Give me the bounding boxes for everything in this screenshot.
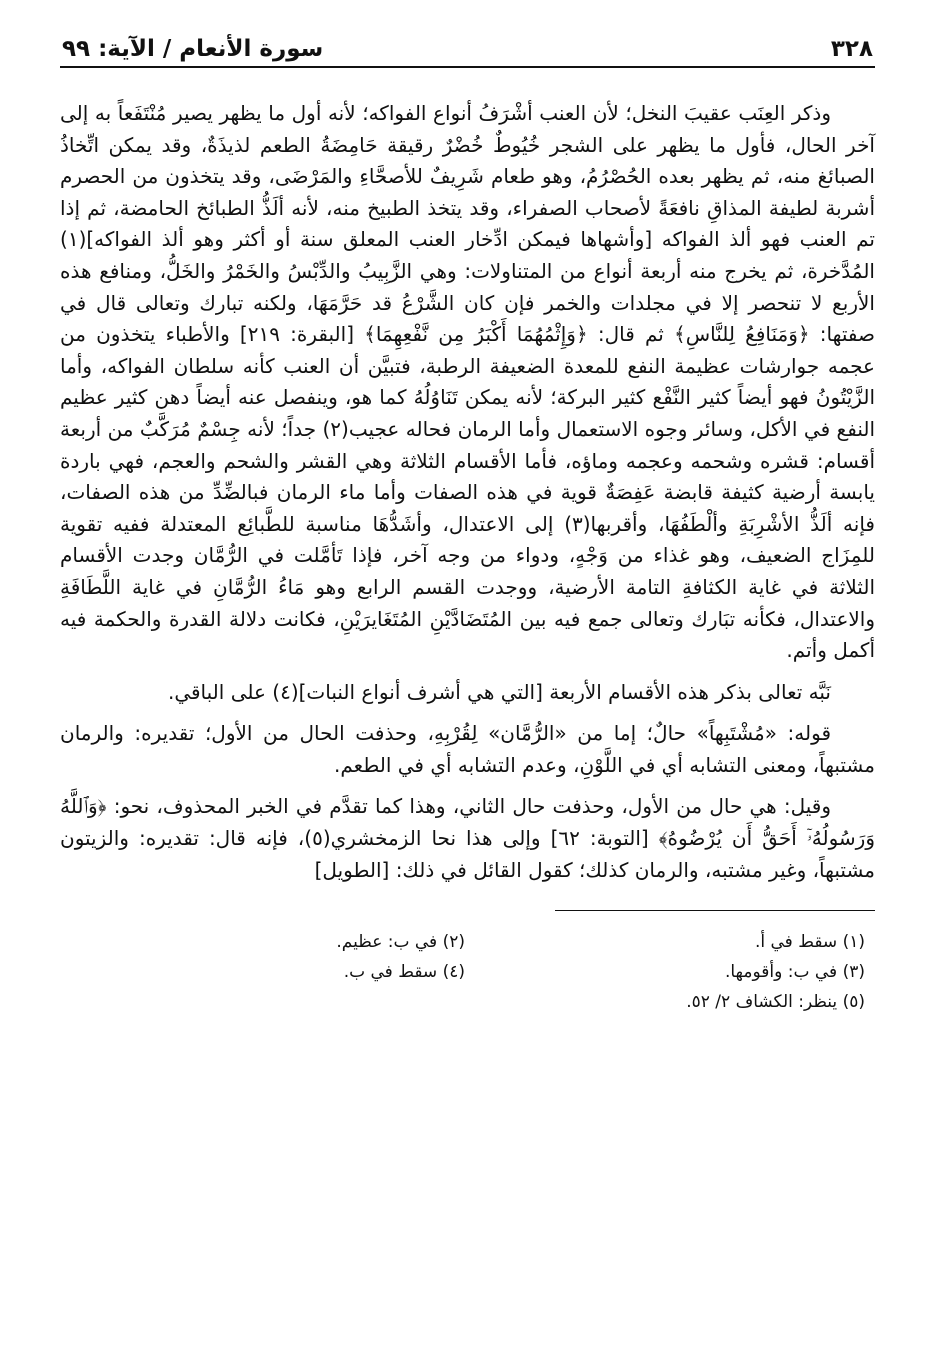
paragraph: قوله: «مُشْتَبِهاً» حالٌ؛ إما من «الرُّمَّان» لِقُرْبِهِ، وحذفت الحال من الأول؛ تقديره: والرمان مشتبهاً، ومعنى التشابه أي في اللَّوْنِ، وعدم التشابه أي في الطعم. [60,721,875,777]
footnote-row [60,927,865,957]
footnote: (١) سقط في أ. [754,932,865,953]
book-page [60,28,875,1328]
footnotes [60,927,875,1017]
footnote-row [60,957,865,987]
footnote: (٢) في ب: عظيم. [336,932,465,953]
footnote: (٤) سقط في ب. [343,962,465,983]
header-divider [60,66,875,68]
main-text [60,98,875,886]
running-title: سورة الأنعام / الآية: ٩٩ [62,36,324,62]
footnote-row [60,987,865,1017]
footnote: (٥) ينظر: الكشاف ٢/ ٥٢. [686,992,865,1013]
page-number: ٣٢٨ [830,36,873,62]
page-header [60,28,875,62]
footnote: (٣) في ب: وأقومها. [724,962,865,983]
footnote-divider [555,910,875,911]
paragraph: وقيل: هي حال من الأول، وحذفت حال الثاني، وهذا كما تقدَّم في الخبر المحذوف، نحو: ﴿وَٱللَّهُ وَرَسُولُهُۥٓ أَحَقُّ أَن يُرْضُوهُ﴾ [التوبة: ٦٢] وإلى هذا نحا الزمخشري(٥)، فإنه قال: تقديره: والزيتون مشتبهاً، وغير مشتبه، والرمان كذلك؛ كقول القائل في ذلك: [الطويل] [60,794,875,882]
paragraph: وذكر العِنَب عقيبَ النخل؛ لأن العنب أشْرَفُ أنواع الفواكه؛ لأنه أول ما يظهر يصير مُنْتَفَعاً به إلى آخر الحال، فأول ما يظهر على الشجر خُيُوطٌ خُضْرٌ رقيقة حَامِضَةُ الطعم لذيذَةٌ، وقد يمكن اتِّخاذُ الصبائغ منه، ثم يظهر بعده الحُصْرُمُ، وهو طعام شَرِيفٌ للأصحَّاءِ والمَرْضَى، وقد يتخذون من الحصرم أشربة لطيفة المذاقِ نافعَةً لأصحاب الصفراء، وقد يتخذ الطبيخ منه، لأنه ألَذُّ الطبائخ الحامضة، ثم إذا تم العنب فهو ألذ الفواكه [وأشهاها فيمكن ادِّخار العنب المعلق سنة أو أكثر وهو ألذ الفواكه](١) المُدَّخرة، ثم يخرج منه أربعة أنواع من المتناولات: وهي الزَّبِيبُ والدِّبْسُ والخَمْرُ والخَلُّ، ومنافع هذه الأربع لا تنحصر إلا في مجلدات والخمر فإن كان الشَّرْعُ قد حَرَّمَهَا، ولكنه تبارك وتعالى قال في صفتها: ﴿وَمَنَافِعُ لِلنَّاسِ﴾ ثم قال: ﴿وَإِثْمُهُمَا أَكْبَرُ مِن نَّفْعِهِمَا﴾ [البقرة: ٢١٩] والأطباء يتخذون من عجمه جوارشات عظيمة النفع للمعدة الضعيفة الرطبة، فتبيَّن أن العنب كأنه سلطان الفواكه، وأما الزَّيْتُونُ فهو أيضاً كثير النَّفْع كثير البركة؛ لأنه يمكن تَنَاوُلُهُ كما هو، وينفصل عنه أيضاً دهن كثير عظيم النفع في الأكل، وسائر وجوه الاستعمال وأما الرمان فحاله عجيب(٢) جداً؛ لأنه جِسْمٌ مُرَكَّبٌ من أربعة أقسام: قشره وشحمه وعجمه وماؤه، فأما الأقسام الثلاثة وهي القشر والشحم والعجم، فهي باردة يابسة أرضية كثيفة قابضة عَفِصَةٌ قوية في هذه الصفات وأما ماء الرمان فبالضِّدِّ من هذه الصفات، فإنه ألَذُّ الأشْرِبَةِ وألْطَفُهَا، وأقربها(٣) إلى الاعتدال، وأشَدُّهَا مناسبة للطَّبائِع المعتدلة ففيه تقوية للمِزَاج الضعيف، وهو غذاء من وَجْهٍ، ودواء من وجه آخر، فإذا تَأمَّلت في الرُّمَّان وجدت الأقسام الثلاثة في غاية الكثافةِ التامة الأرضية، ووجدت القسم الرابع وهو مَاءُ الرُّمَّانِ في غاية اللَّطَافَةِ والاعتدال، فكأنه تبَارك وتعالى جمع فيه بين المُتَضَادَّيْنِ المُتَغَايرَيْنِ، فكانت دلالة القدرة والحكمة فيه أكمل وأتم. [60,101,875,663]
paragraph: نَبَّه تعالى بذكر هذه الأقسام الأربعة [التي هي أشرف أنواع النبات](٤) على الباقي. [167,679,831,704]
